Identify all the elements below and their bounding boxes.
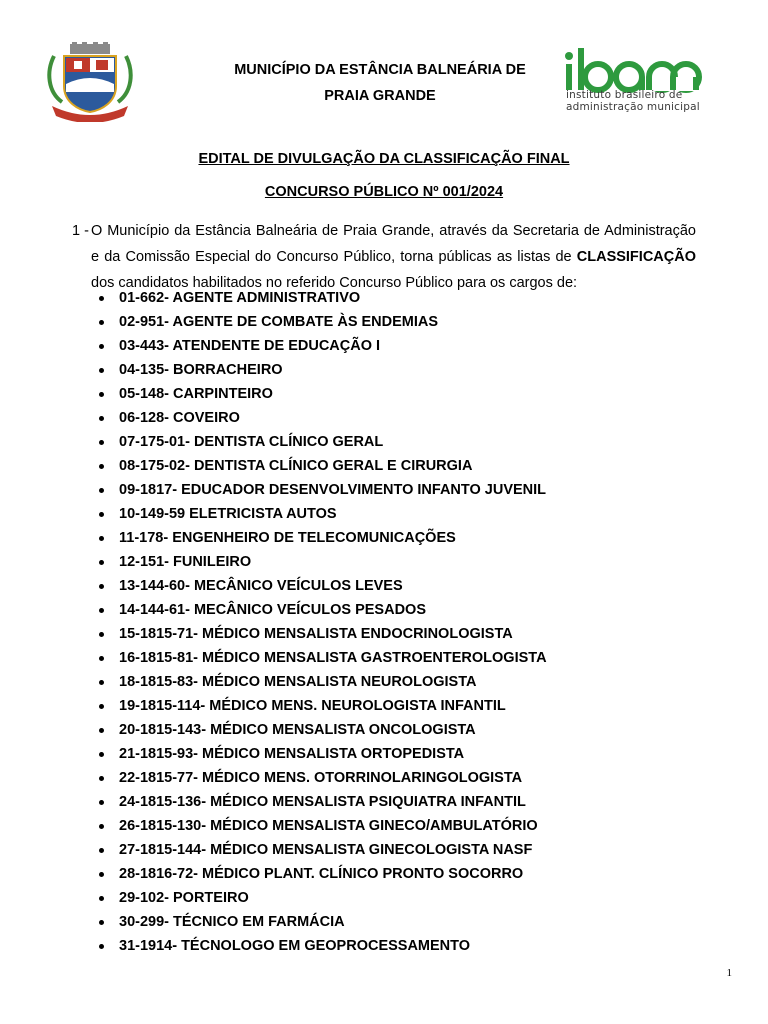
cargo-label: 16-1815-81- MÉDICO MENSALISTA GASTROENTEROLOGISTA — [119, 650, 547, 666]
cargo-label: 22-1815-77- MÉDICO MENS. OTORRINOLARINGOLOGISTA — [119, 770, 523, 786]
cargo-label: 04-135- BORRACHEIRO — [119, 362, 283, 378]
bullet-icon — [99, 368, 104, 373]
cargo-list-item — [96, 526, 547, 550]
bullet-icon — [99, 296, 104, 301]
cargo-label: 07-175-01- DENTISTA CLÍNICO GERAL — [119, 434, 384, 450]
logo-subtitle-line1: instituto brasileiro de — [566, 89, 683, 101]
cargo-list-item — [96, 694, 547, 718]
cargo-list-item — [96, 406, 547, 430]
cargo-list-item — [96, 286, 547, 310]
cargo-list-item — [96, 334, 547, 358]
bullet-icon — [99, 896, 104, 901]
bullet-icon — [99, 848, 104, 853]
cargo-list-item — [96, 598, 547, 622]
bullet-icon — [99, 320, 104, 325]
bullet-icon — [99, 512, 104, 517]
cargo-label: 08-175-02- DENTISTA CLÍNICO GERAL E CIRURGIA — [119, 458, 473, 474]
bullet-icon — [99, 392, 104, 397]
cargo-list-item — [96, 910, 547, 934]
cargo-list-item — [96, 814, 547, 838]
cargo-list-item — [96, 718, 547, 742]
cargo-label: 10-149-59 ELETRICISTA AUTOS — [119, 506, 337, 522]
cargo-list-item — [96, 502, 547, 526]
cargo-list-item — [96, 670, 547, 694]
cargo-label: 27-1815-144- MÉDICO MENSALISTA GINECOLOGISTA NASF — [119, 842, 533, 858]
cargo-list-item — [96, 862, 547, 886]
bullet-icon — [99, 824, 104, 829]
concurso-title: CONCURSO PÚBLICO Nº 001/2024 — [264, 184, 504, 200]
bullet-icon — [99, 416, 104, 421]
cargo-label: 02-951- AGENTE DE COMBATE ÀS ENDEMIAS — [119, 314, 439, 330]
cargo-label: 01-662- AGENTE ADMINISTRATIVO — [119, 290, 361, 306]
cargo-list — [96, 286, 547, 958]
cargo-label: 28-1816-72- MÉDICO PLANT. CLÍNICO PRONTO SOCORRO — [119, 866, 524, 882]
bullet-icon — [99, 344, 104, 349]
cargo-list-item — [96, 742, 547, 766]
cargo-label: 21-1815-93- MÉDICO MENSALISTA ORTOPEDISTA — [119, 746, 465, 762]
cargo-list-item — [96, 310, 547, 334]
municipal-crest-icon — [44, 42, 136, 122]
bullet-icon — [99, 488, 104, 493]
bullet-icon — [99, 704, 104, 709]
cargo-label: 24-1815-136- MÉDICO MENSALISTA PSIQUIATRA INFANTIL — [119, 794, 526, 810]
municipality-name-line1: MUNICÍPIO DA ESTÂNCIA BALNEÁRIA DE — [234, 62, 526, 78]
cargo-list-item — [96, 646, 547, 670]
edital-title: EDITAL DE DIVULGAÇÃO DA CLASSIFICAÇÃO FINAL — [198, 151, 570, 167]
intro-text — [91, 218, 696, 296]
bullet-icon — [99, 536, 104, 541]
municipality-name-line2: PRAIA GRANDE — [324, 88, 436, 104]
bullet-icon — [99, 752, 104, 757]
cargo-list-item — [96, 790, 547, 814]
cargo-label: 06-128- COVEIRO — [119, 410, 240, 426]
cargo-label: 09-1817- EDUCADOR DESENVOLVIMENTO INFANTO JUVENIL — [119, 482, 547, 498]
bullet-icon — [99, 656, 104, 661]
intro-text-bold: CLASSIFICAÇÃO — [576, 249, 696, 265]
cargo-list-item — [96, 574, 547, 598]
cargo-list-item — [96, 838, 547, 862]
intro-text-part2: dos candidatos habilitados no referido Concurso Público para os cargos de: — [91, 275, 578, 291]
cargo-label: 11-178- ENGENHEIRO DE TELECOMUNICAÇÕES — [119, 530, 456, 546]
cargo-label: 12-151- FUNILEIRO — [119, 554, 252, 570]
bullet-icon — [99, 584, 104, 589]
cargo-list-item — [96, 622, 547, 646]
cargo-label: 19-1815-114- MÉDICO MENS. NEUROLOGISTA INFANTIL — [119, 698, 506, 714]
cargo-label: 20-1815-143- MÉDICO MENSALISTA ONCOLOGISTA — [119, 722, 476, 738]
cargo-list-item — [96, 550, 547, 574]
bullet-icon — [99, 728, 104, 733]
bullet-icon — [99, 800, 104, 805]
bullet-icon — [99, 632, 104, 637]
paragraph-number: 1 - — [72, 223, 89, 239]
bullet-icon — [99, 776, 104, 781]
bullet-icon — [99, 560, 104, 565]
bullet-icon — [99, 944, 104, 949]
cargo-list-item — [96, 358, 547, 382]
cargo-label: 13-144-60- MECÂNICO VEÍCULOS LEVES — [119, 578, 403, 594]
cargo-list-item — [96, 886, 547, 910]
cargo-list-item — [96, 382, 547, 406]
bullet-icon — [99, 440, 104, 445]
cargo-list-item — [96, 934, 547, 958]
bullet-icon — [99, 680, 104, 685]
intro-text-part1: O Município da Estância Balneária de Praia Grande, através da Secretaria de Administração e da Comissão Especial do Concurso Público, torna públicas as listas de — [91, 223, 696, 265]
bullet-icon — [99, 464, 104, 469]
cargo-label: 14-144-61- MECÂNICO VEÍCULOS PESADOS — [119, 602, 426, 618]
cargo-list-item — [96, 766, 547, 790]
bullet-icon — [99, 872, 104, 877]
bullet-icon — [99, 608, 104, 613]
bullet-icon — [99, 920, 104, 925]
cargo-list-item — [96, 478, 547, 502]
page-number: 1 — [726, 967, 732, 979]
cargo-label: 26-1815-130- MÉDICO MENSALISTA GINECO/AMBULATÓRIO — [119, 818, 538, 834]
cargo-label: 15-1815-71- MÉDICO MENSALISTA ENDOCRINOLOGISTA — [119, 626, 513, 642]
cargo-list-item — [96, 454, 547, 478]
cargo-label: 30-299- TÉCNICO EM FARMÁCIA — [119, 914, 345, 930]
cargo-list-item — [96, 430, 547, 454]
cargo-label: 29-102- PORTEIRO — [119, 890, 249, 906]
cargo-label: 31-1914- TÉCNOLOGO EM GEOPROCESSAMENTO — [119, 938, 471, 954]
cargo-label: 18-1815-83- MÉDICO MENSALISTA NEUROLOGISTA — [119, 674, 477, 690]
cargo-label: 05-148- CARPINTEIRO — [119, 386, 273, 402]
cargo-label: 03-443- ATENDENTE DE EDUCAÇÃO I — [119, 338, 381, 354]
intro-paragraph — [72, 218, 696, 296]
logo-subtitle-line2: administração municipal — [566, 101, 700, 113]
